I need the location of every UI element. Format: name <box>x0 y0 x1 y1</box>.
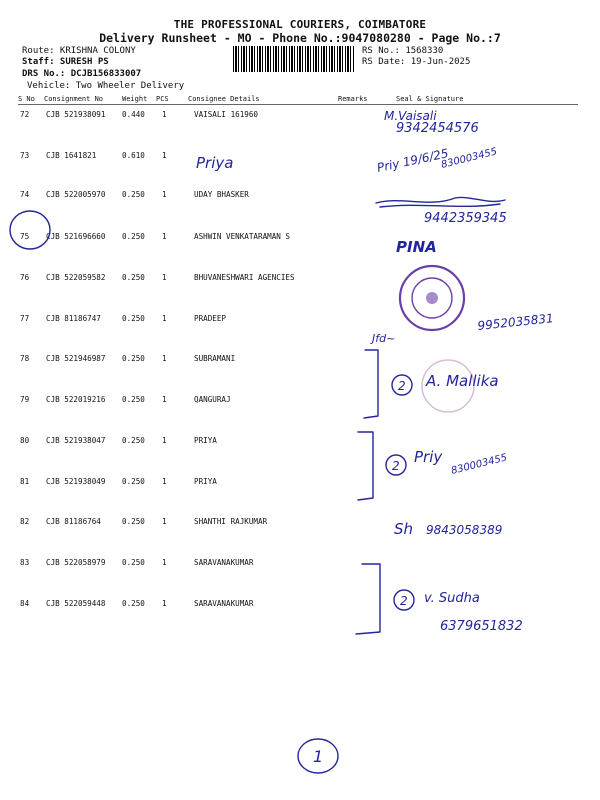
row-consignee: PRIYA <box>194 477 217 486</box>
row-pcs: 1 <box>162 558 167 567</box>
row-pcs: 1 <box>162 314 167 323</box>
row-pcs: 1 <box>162 110 167 119</box>
row-sno: 80 <box>20 436 30 445</box>
runsheet-subtitle: Delivery Runsheet - MO - Phone No.:9047080280 - Page No.:7 <box>99 31 501 45</box>
handwritten-pina: PINA <box>396 238 437 256</box>
row-consignee: VAISALI 161960 <box>194 110 259 119</box>
row-weight: 0.610 <box>122 151 145 160</box>
row-consignment: CJB 1641821 <box>46 151 97 160</box>
row-consignee: PRADEEP <box>194 314 227 323</box>
row-weight: 0.250 <box>122 599 145 608</box>
row-sno: 78 <box>20 354 30 363</box>
row-consignment: CJB 522005970 <box>46 190 106 199</box>
row-weight: 0.250 <box>122 477 145 486</box>
scribble-signature-row-74 <box>376 197 505 203</box>
row-consignment: CJB 521946987 <box>46 354 106 363</box>
signature-priy-row-80: Priy <box>414 448 443 466</box>
row-weight: 0.250 <box>122 354 145 363</box>
row-pcs: 1 <box>162 354 167 363</box>
col-seal-signature: Seal & Signature <box>396 95 464 103</box>
row-sno: 74 <box>20 190 30 199</box>
row-pcs: 1 <box>162 436 167 445</box>
row-consignee: BHUVANESHWARI AGENCIES <box>194 273 295 282</box>
row-weight: 0.250 <box>122 436 145 445</box>
row-sno: 72 <box>20 110 30 119</box>
count-83-84: 2 <box>400 594 408 608</box>
col-consignee: Consignee Details <box>188 95 260 103</box>
row-sno: 79 <box>20 395 30 404</box>
row-weight: 0.250 <box>122 395 145 404</box>
route-label: Route: KRISHNA COLONY <box>22 46 136 56</box>
row-sno: 84 <box>20 599 30 608</box>
row-consignment: CJB 522019216 <box>46 395 106 404</box>
page-mark-number: 1 <box>313 747 324 766</box>
phone-row-72: 9342454576 <box>396 121 479 136</box>
row-weight: 0.250 <box>122 314 145 323</box>
row-consignee: QANGURAJ <box>194 395 231 404</box>
row-consignment: CJB 521696660 <box>46 232 106 241</box>
staff-label: Staff: SURESH PS <box>22 57 109 67</box>
phone-row-82: 9843058389 <box>426 523 503 537</box>
row-consignee: SARAVANAKUMAR <box>194 558 254 567</box>
row-consignee: UDAY BHASKER <box>194 190 249 199</box>
row-pcs: 1 <box>162 599 167 608</box>
signature-row-82: Sh <box>394 520 414 538</box>
row-weight: 0.440 <box>122 110 145 119</box>
col-consignment: Consignment No <box>44 95 104 103</box>
row-pcs: 1 <box>162 273 167 282</box>
row-consignment: CJB 521938091 <box>46 110 106 119</box>
row-consignment: CJB 81186764 <box>46 517 101 526</box>
row-consignee: SHANTHI RAJKUMAR <box>194 517 268 526</box>
row-consignee: SUBRAMANI <box>194 354 236 363</box>
row-weight: 0.250 <box>122 232 145 241</box>
rs-number: RS No.: 1568330 <box>362 46 444 56</box>
row-sno: 82 <box>20 517 30 526</box>
row-pcs: 1 <box>162 395 167 404</box>
row-consignment: CJB 521938049 <box>46 477 106 486</box>
row-consignment: CJB 81186747 <box>46 314 101 323</box>
row-consignment: CJB 522059582 <box>46 273 106 282</box>
handwritten-priya: Priya <box>196 154 234 172</box>
signature-priy-row-73: Priy 19/6/25 <box>375 146 450 175</box>
row-75-circle-mark <box>10 211 50 249</box>
row-sno: 77 <box>20 314 30 323</box>
row-pcs: 1 <box>162 477 167 486</box>
row-consignee: SARAVANAKUMAR <box>194 599 254 608</box>
phone-row-77: 9952035831 <box>476 311 555 333</box>
col-weight: Weight <box>122 95 148 103</box>
row-sno: 75 <box>20 232 30 241</box>
col-sno: S No <box>18 95 35 103</box>
count-78-79: 2 <box>398 379 406 393</box>
count-80-81: 2 <box>392 459 400 473</box>
company-title: THE PROFESSIONAL COURIERS, COIMBATORE <box>173 18 427 31</box>
row-pcs: 1 <box>162 190 167 199</box>
row-pcs: 1 <box>162 517 167 526</box>
row-sno: 83 <box>20 558 30 567</box>
row-weight: 0.250 <box>122 517 145 526</box>
signature-row-77: Jfd~ <box>372 332 396 345</box>
signature-sudha: v. Sudha <box>424 591 480 606</box>
row-consignee: ASHWIN VENKATARAMAN S <box>194 232 291 241</box>
row-consignment: CJB 522059448 <box>46 599 106 608</box>
row-sno: 81 <box>20 477 30 486</box>
col-remarks: Remarks <box>338 95 368 103</box>
row-consignment: CJB 522058979 <box>46 558 106 567</box>
signature-vaisali: M.Vaisali <box>384 109 437 123</box>
scribble-underline-row-74 <box>380 204 500 207</box>
row-consignee: PRIYA <box>194 436 217 445</box>
row-sno: 76 <box>20 273 30 282</box>
phone-row-73: 830003455 <box>440 146 499 171</box>
rs-date: RS Date: 19-Jun-2025 <box>362 57 471 67</box>
row-sno: 73 <box>20 151 30 160</box>
phone-row-83: 6379651832 <box>440 619 523 634</box>
row-pcs: 1 <box>162 151 167 160</box>
bracket-rows-80-81 <box>358 432 373 500</box>
phone-row-80: 830003455 <box>450 452 509 477</box>
row-weight: 0.250 <box>122 273 145 282</box>
drs-number: DRS No.: DCJB156833007 <box>22 69 142 79</box>
row-pcs: 1 <box>162 232 167 241</box>
row-consignment: CJB 521938047 <box>46 436 106 445</box>
bracket-rows-83-84 <box>356 564 380 634</box>
vehicle-label: Vehicle: Two Wheeler Delivery <box>27 81 185 91</box>
signature-mallika: A. Mallika <box>426 372 499 390</box>
col-pcs: PCS <box>156 95 169 103</box>
bracket-rows-78-79 <box>364 350 378 418</box>
phone-row-74: 9442359345 <box>424 211 507 226</box>
row-weight: 0.250 <box>122 190 145 199</box>
row-weight: 0.250 <box>122 558 145 567</box>
